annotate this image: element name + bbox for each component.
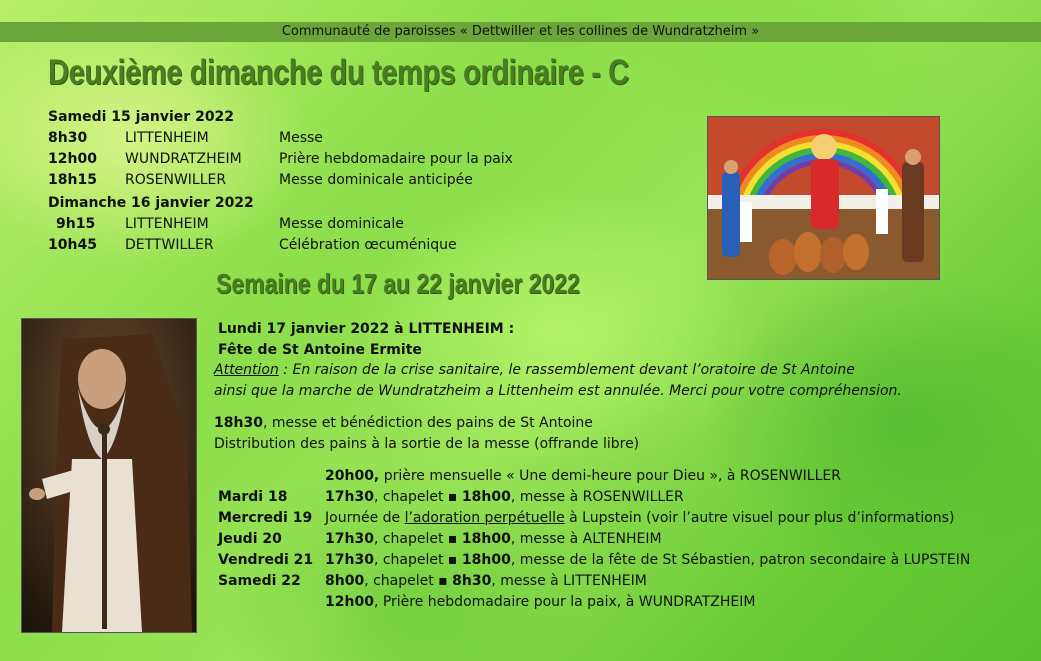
saturday-event: Prière hebdomadaire pour la paix bbox=[279, 151, 513, 167]
schedule-text-part: , messe à ALTENHEIM bbox=[510, 531, 662, 547]
schedule-text-part: 12h00 bbox=[325, 594, 374, 610]
schedule-row bbox=[218, 571, 1018, 592]
attention-label: Attention bbox=[214, 362, 279, 378]
schedule-row bbox=[218, 508, 1018, 529]
monday-block bbox=[218, 319, 514, 361]
sunday-event: Messe dominicale bbox=[279, 216, 404, 232]
schedule-day: Mercredi 19 bbox=[218, 510, 313, 526]
schedule-text-part: , messe de la fête de St Sébastien, patron secondaire à LUPSTEIN bbox=[510, 552, 971, 568]
schedule-row bbox=[218, 529, 1018, 550]
schedule-text-part: , messe à LITTENHEIM bbox=[491, 573, 647, 589]
mass-line bbox=[214, 413, 593, 434]
distribution-line: Distribution des pains à la sortie de la messe (offrande libre) bbox=[214, 436, 640, 452]
mass-time: 18h30 bbox=[214, 415, 263, 431]
schedule-day: Mardi 18 bbox=[218, 489, 288, 505]
sunday-time: 10h45 bbox=[48, 237, 97, 253]
saturday-row bbox=[48, 128, 648, 149]
saturday-time: 8h30 bbox=[48, 130, 88, 146]
sunday-heading: Dimanche 16 janvier 2022 bbox=[48, 195, 254, 211]
schedule-day: Jeudi 20 bbox=[218, 531, 282, 547]
saturday-heading: Samedi 15 janvier 2022 bbox=[48, 109, 235, 125]
schedule-day: Vendredi 21 bbox=[218, 552, 314, 568]
schedule-text bbox=[325, 592, 755, 613]
schedule-day: Samedi 22 bbox=[218, 573, 301, 589]
schedule-text bbox=[325, 550, 970, 571]
schedule-text-part: Journée de bbox=[325, 510, 405, 526]
schedule-text-part: 20h00, bbox=[325, 468, 380, 484]
schedule-text-part: 18h00 bbox=[461, 552, 511, 568]
schedule-row bbox=[218, 487, 1018, 508]
saturday-time: 18h15 bbox=[48, 172, 97, 188]
schedule-text bbox=[325, 466, 841, 487]
monday-feast: Fête de St Antoine Ermite bbox=[218, 342, 422, 358]
page-title: Deuxième dimanche du temps ordinaire - C bbox=[48, 53, 629, 92]
schedule-text-part: 17h30 bbox=[325, 531, 374, 547]
sunday-time: 9h15 bbox=[56, 216, 96, 232]
saturday-place: ROSENWILLER bbox=[125, 172, 227, 188]
saturday-time: 12h00 bbox=[48, 151, 97, 167]
schedule-text-part: , chapelet ▪ bbox=[364, 573, 453, 589]
schedule-text-part: 8h30 bbox=[452, 573, 492, 589]
saturday-place: LITTENHEIM bbox=[125, 130, 209, 146]
schedule-text-part: , Prière hebdomadaire pour la paix, à WUNDRATZHEIM bbox=[373, 594, 756, 610]
mass-text: , messe et bénédiction des pains de St Antoine bbox=[262, 415, 593, 431]
saturday-row bbox=[48, 149, 648, 170]
schedule-row bbox=[218, 550, 1018, 571]
weekend-schedule bbox=[48, 106, 648, 256]
schedule-row bbox=[218, 466, 1018, 487]
attention-text-1: : En raison de la crise sanitaire, le rassemblement devant l’oratoire de St Antoine bbox=[278, 362, 855, 378]
monday-heading: Lundi 17 janvier 2022 à LITTENHEIM : bbox=[218, 321, 515, 337]
schedule-text-part: 8h00 bbox=[325, 573, 365, 589]
schedule-text bbox=[325, 571, 647, 592]
schedule-text-part: 17h30 bbox=[325, 552, 374, 568]
sunday-row bbox=[48, 214, 648, 235]
schedule-row bbox=[218, 592, 1018, 613]
schedule-text bbox=[325, 508, 954, 529]
attention-text-2: ainsi que la marche de Wundratzheim a Littenheim est annulée. Merci pour votre compréhension. bbox=[214, 383, 902, 399]
sunday-event: Célébration œcuménique bbox=[279, 237, 457, 253]
schedule-text-part: , messe à ROSENWILLER bbox=[510, 489, 684, 505]
schedule-text-part: 18h00 bbox=[461, 489, 511, 505]
sunday-place: LITTENHEIM bbox=[125, 216, 209, 232]
saturday-event: Messe dominicale anticipée bbox=[279, 172, 473, 188]
st-antoine-painting bbox=[21, 318, 197, 633]
parish-banner: Communauté de paroisses « Dettwiller et les collines de Wundratzheim » bbox=[0, 22, 1041, 42]
cana-painting-image bbox=[708, 117, 939, 279]
schedule-text-part: , chapelet ▪ bbox=[373, 531, 462, 547]
saturday-place: WUNDRATZHEIM bbox=[125, 151, 242, 167]
schedule-text-part: à Lupstein (voir l’autre visuel pour plus d’informations) bbox=[564, 510, 955, 526]
schedule-text bbox=[325, 529, 662, 550]
schedule-text-part: , chapelet ▪ bbox=[373, 552, 462, 568]
saturday-event: Messe bbox=[279, 130, 323, 146]
saturday-row bbox=[48, 170, 648, 191]
sunday-row bbox=[48, 235, 648, 256]
sunday-place: DETTWILLER bbox=[125, 237, 214, 253]
schedule-text-part: , chapelet ▪ bbox=[373, 489, 462, 505]
week-title: Semaine du 17 au 22 janvier 2022 bbox=[216, 268, 580, 299]
schedule-text-part: 18h00 bbox=[461, 531, 511, 547]
schedule-text-part: 17h30 bbox=[325, 489, 374, 505]
week-schedule bbox=[218, 466, 1018, 613]
attention-notice bbox=[214, 360, 855, 381]
st-antoine-image bbox=[22, 319, 196, 632]
cana-painting bbox=[707, 116, 940, 280]
schedule-text-part: prière mensuelle « Une demi-heure pour Dieu », à ROSENWILLER bbox=[379, 468, 841, 484]
schedule-text-part: l’adoration perpétuelle bbox=[404, 510, 565, 526]
schedule-text bbox=[325, 487, 684, 508]
